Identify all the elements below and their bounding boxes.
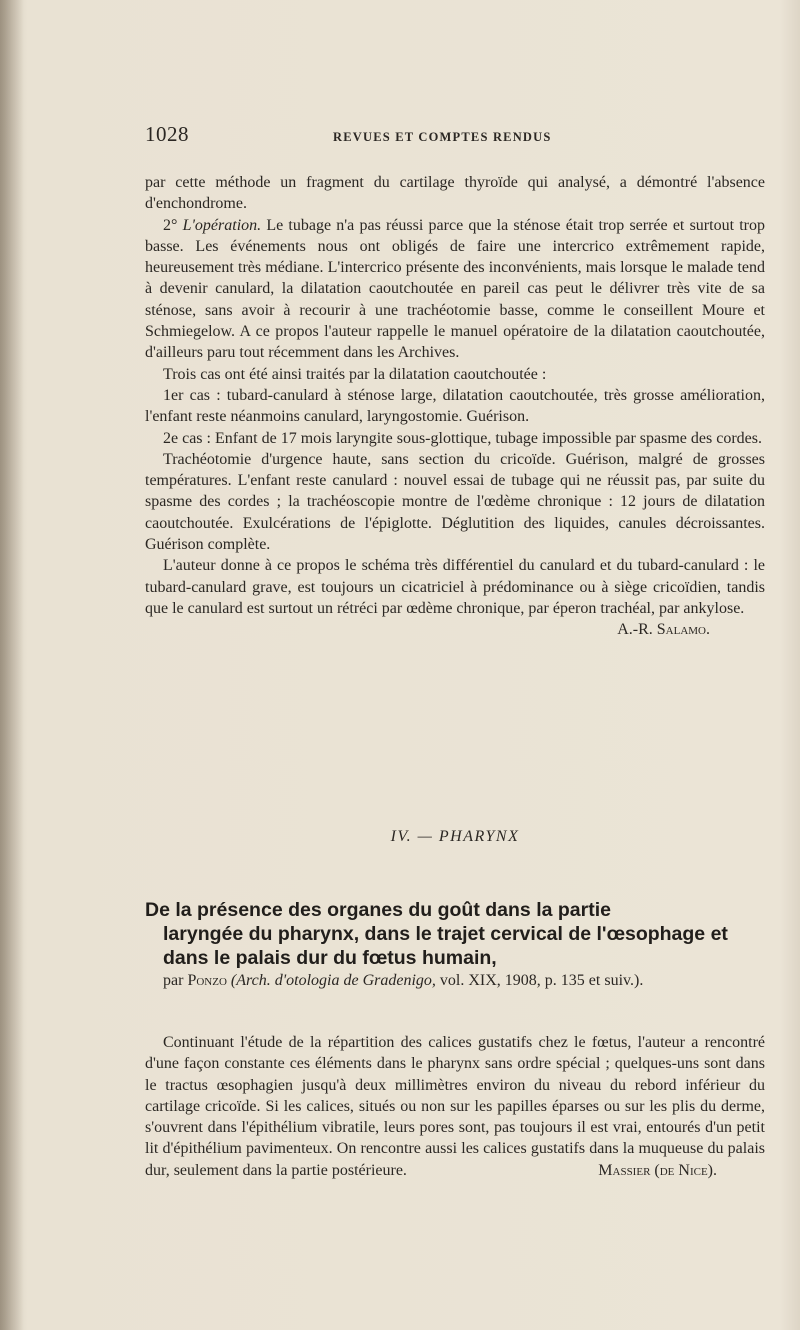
paragraph: Trois cas ont été ainsi traités par la dilatation caoutchoutée : — [163, 365, 547, 383]
review-laryngology — [145, 172, 765, 641]
page-content — [145, 122, 766, 1179]
running-title: REVUES ET COMPTES RENDUS — [333, 130, 552, 144]
paragraph — [145, 1032, 765, 1181]
paragraph-text: L'auteur donne à ce propos le schéma très différentiel du canulard et du tubard-canulard : le tubard-canulard grave, est toujours un cicatriciel à prédominance ou à siège cricoïdien, tandis que le canulard est surtout un rétréci par œdème chronique, par éperon trachéal, par ankylose. — [145, 557, 765, 617]
citation-journal: (Arch. d'otologia de Gradenigo, — [230, 972, 436, 989]
paragraph-text: Continuant l'étude de la répartition des calices gustatifs chez le fœtus, l'auteur a rencontré d'une façon constante ces éléments dans le pharynx sans ordre spécial ; quelques-uns sont dans le tractus œsophagien jusqu'à deux millimètres environ du niveau du rebord inférieur du cartilage cricoïde. Si les calices, situés ou non sur les papilles éparses ou sur les plis du derme, s'ouvrent dans l'épithélium vibratile, leurs pores sont, pas toujours il est vrai, entourés d'un petit lit d'épithélium pavimenteux. On rencontre aussi les calices gustatifs dans la muqueuse du palais dur, seulement dans la partie postérieure. — [145, 1034, 765, 1179]
paragraph: 1er cas : tubard-canulard à sténose large, dilatation caoutchoutée, très grosse amélioration, l'enfant reste néanmoins canulard, laryngostomie. Guérison. — [145, 386, 765, 426]
article-title — [145, 898, 765, 970]
list-number: 2° — [163, 216, 183, 234]
spine-shadow — [0, 0, 24, 1330]
page-number: 1028 — [145, 122, 189, 146]
section-heading: IV. — PHARYNX — [390, 828, 520, 845]
paragraph: 2e cas : Enfant de 17 mois laryngite sous-glottique, tubage impossible par spasme des cordes. — [163, 429, 762, 447]
paragraph — [145, 555, 765, 639]
citation-details: vol. XIX, 1908, p. 135 et suiv.). — [435, 972, 644, 989]
subheading: L'opération. — [182, 216, 262, 234]
signature: A.-R. Salamo. — [617, 621, 710, 639]
review-pharynx — [145, 1032, 765, 1181]
article-title-line1: De la présence des organes du goût dans la partie — [145, 899, 611, 921]
signature: Massier (de Nice). — [598, 1161, 717, 1179]
paragraph: par cette méthode un fragment du cartilage thyroïde qui analysé, a démontré l'absence d'enchondrome. — [145, 174, 765, 213]
citation-author: Ponzo — [187, 972, 227, 989]
citation — [163, 970, 763, 991]
paragraph-operation — [145, 215, 765, 364]
citation-prefix: par — [163, 972, 188, 989]
paragraph: Trachéotomie d'urgence haute, sans section du cricoïde. Guérison, malgré de grosses températures. L'enfant reste canulard : nouvel essai de tubage qui ne réussit pas, par suite du spasme des cordes ; la trachéoscopie montre de l'œdème chronique : 12 jours de dilatation caoutchoutée. Exulcérations de l'épiglotte. Déglutition des liquides, canules décroissantes. Guérison complète. — [145, 450, 765, 554]
paragraph-text: Le tubage n'a pas réussi parce que la sténose était trop serrée et surtout trop basse. Les événements nous ont obligés de faire une intercrico extrêmement rapide, heureusement très médiane. L'intercrico présente des inconvénients, mais lorsque le malade tend à devenir canulard, la dilatation caoutchoutée en pareil cas peut le délivrer très vite de sa sténose, sans avoir à recourir à une trachéotomie basse, comme le conseillent Moure et Schmiegelow. A ce propos l'auteur rappelle le manuel opératoire de la dilatation caoutchoutée, d'ailleurs paru tout récemment dans les Archives. — [145, 216, 766, 362]
running-head — [145, 122, 765, 158]
article-title-line2: laryngée du pharynx, dans le trajet cervical de l'œsophage et dans le palais dur du fœtus humain, — [163, 923, 728, 969]
